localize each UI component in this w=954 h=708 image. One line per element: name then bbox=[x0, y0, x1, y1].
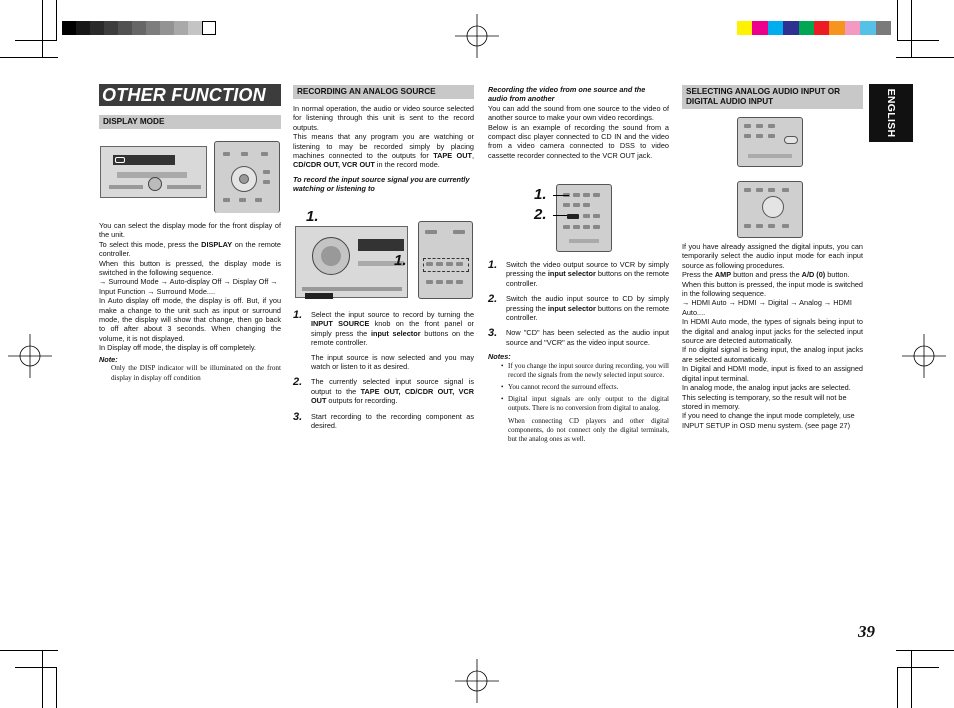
note-item-continued: When connecting CD players and other digital components, do not connect only the digital terminals, but the analog ones as well. bbox=[508, 416, 669, 443]
gray-swatch bbox=[90, 21, 104, 35]
process-swatch bbox=[876, 21, 891, 35]
page-title-text: OTHER FUNCTION bbox=[102, 85, 266, 105]
selecting-p1: If you have already assigned the digital inputs, you can temporarily select the audio input mode for each input source as following procedures. bbox=[682, 242, 863, 270]
video-audio-notes-label: Notes: bbox=[488, 352, 511, 362]
recording-callout-2: 1. bbox=[394, 252, 407, 269]
selecting-p6: If no digital signal is being input, the analog input jacks are selected automatically. bbox=[682, 345, 863, 364]
display-mode-p5: In Auto display off mode, the display is off. But, if you make a change to the unit such as input or surround mode, the display will show that change, then go back to off after about 3 seconds. When changing the volume, it is not displayed. bbox=[99, 296, 281, 343]
page-title bbox=[99, 84, 281, 106]
page-number: 39 bbox=[858, 622, 875, 641]
recording-intro bbox=[293, 104, 474, 194]
gray-swatch bbox=[76, 21, 90, 35]
selecting-p4: → HDMI Auto → HDMI → Digital → Analog → HDMI Auto.... bbox=[682, 298, 852, 317]
gray-swatch bbox=[146, 21, 160, 35]
crosshair-left bbox=[8, 334, 52, 378]
selecting-heading: SELECTING ANALOG AUDIO INPUT OR DIGITAL AUDIO INPUT bbox=[682, 85, 863, 109]
video-audio-step-2: 2. Switch the audio input source to CD by simply pressing the input selector buttons on the remote controller. bbox=[488, 293, 670, 323]
video-audio-p1: You can add the sound from one source to the video of another source to make your own video recordings. bbox=[488, 103, 669, 123]
gray-swatch bbox=[62, 21, 76, 35]
display-mode-p3: When this button is pressed, the display mode is switched in the following sequence. bbox=[99, 258, 281, 278]
selecting-p3: When this button is pressed, the input mode is switched in the following sequence. bbox=[682, 279, 863, 299]
display-mode-p2: To select this mode, press the DISPLAY on the remote controller. bbox=[99, 239, 281, 259]
recording-step-2: 2. The currently selected input source signal is output to the TAPE OUT, CD/CDR OUT, VCR OUT outputs for recording. bbox=[293, 376, 474, 406]
video-audio-p2: Below is an example of recording the sound from a compact disc player connected to CD IN and the video from a video camera connected to DSS to video cassette recorder connected to the VCR OUT jack. bbox=[488, 122, 669, 160]
gray-swatch bbox=[188, 21, 202, 35]
recording-heading: RECORDING AN ANALOG SOURCE bbox=[293, 85, 474, 99]
crosshair-top bbox=[455, 14, 499, 58]
display-mode-p4: → Surround Mode → Auto-display Off → Display Off → Input Function → Surround Mode.... bbox=[99, 277, 278, 296]
recording-p2: This means that any program you are watching or listening to may be recorded simply by placing machines connected to the outputs for TAPE OUT, CD/CDR OUT, VCR OUT in the record mode. bbox=[293, 132, 474, 170]
selecting-p7: In Digital and HDMI mode, input is fixed to an assigned digital input terminal. bbox=[682, 364, 863, 383]
recording-step-1: 1. Select the input source to record by turning the INPUT SOURCE knob on the front panel or simply press the input selector buttons on the remote controller. The input source is now selected and you may watch or listen to it as desired. bbox=[293, 309, 475, 372]
video-audio-step-3: 3. Now "CD" has been selected as the audio input source and "VCR" as the video input source. bbox=[488, 327, 669, 347]
process-swatch bbox=[799, 21, 814, 35]
video-audio-notes bbox=[488, 362, 669, 444]
gray-swatch bbox=[104, 21, 118, 35]
note-item: • You cannot record the surround effects. bbox=[500, 383, 669, 392]
selecting-p8: In analog mode, the analog input jacks are selected. bbox=[682, 383, 851, 393]
selecting-p2: Press the AMP button and press the A/D (0) button. bbox=[682, 270, 850, 280]
video-audio-subhead: Recording the video from one source and the audio from another bbox=[488, 85, 646, 104]
crosshair-right bbox=[902, 334, 946, 378]
process-swatch bbox=[737, 21, 752, 35]
process-swatch bbox=[860, 21, 875, 35]
crosshair-bottom bbox=[455, 659, 499, 703]
selecting-body bbox=[682, 242, 863, 430]
process-swatch bbox=[845, 21, 860, 35]
display-mode-p1: You can select the display mode for the front display of the unit. bbox=[99, 221, 281, 240]
note-item: • Digital input signals are only output to the digital outputs. There is no conversion from digital to analog. bbox=[500, 395, 669, 413]
display-mode-body bbox=[99, 221, 281, 383]
recording-step-3: 3. Start recording to the recording component as desired. bbox=[293, 410, 474, 431]
display-mode-p6: In Display off mode, the display is off completely. bbox=[99, 343, 256, 353]
process-swatch bbox=[783, 21, 798, 35]
recording-p1: In normal operation, the audio or video source selected for listening through this unit is sent to the record outputs. bbox=[293, 104, 474, 132]
video-audio-intro bbox=[488, 85, 669, 160]
recording-callout-1: 1. bbox=[306, 208, 319, 225]
amplifier-illustration bbox=[295, 226, 408, 298]
process-swatch bbox=[829, 21, 844, 35]
language-tab-label: ENGLISH bbox=[885, 88, 897, 138]
selecting-p9: This selecting is temporary, so the result will not be stored in memory. bbox=[682, 392, 847, 411]
remote-illustration-4 bbox=[737, 117, 803, 167]
gray-swatch bbox=[174, 21, 188, 35]
process-swatch bbox=[752, 21, 767, 35]
recording-subhead: To record the input source signal you are currently watching or listening to bbox=[293, 174, 470, 194]
video-audio-step-1: 1. Switch the video output source to VCR by simply pressing the input selector buttons on the remote controller. bbox=[488, 259, 670, 288]
gray-swatch bbox=[160, 21, 174, 35]
gray-swatch bbox=[132, 21, 146, 35]
front-panel-illustration bbox=[100, 146, 207, 198]
process-swatch bbox=[814, 21, 829, 35]
video-audio-callout-1: 1. bbox=[534, 186, 547, 203]
selecting-p10: If you need to change the input mode completely, use INPUT SETUP in OSD menu system. (see page 27) bbox=[682, 411, 855, 430]
note-item: • If you change the input source during recording, you will record the signals from the newly selected input source. bbox=[500, 362, 669, 380]
display-mode-note-label: Note: bbox=[99, 354, 118, 364]
recording-steps bbox=[293, 310, 474, 430]
remote-illustration-2 bbox=[418, 221, 473, 299]
language-tab bbox=[869, 84, 913, 142]
remote-illustration-1 bbox=[214, 141, 280, 213]
gray-swatch bbox=[118, 21, 132, 35]
display-mode-note-text: Only the DISP indicator will be illuminated on the front display in display off condition bbox=[111, 364, 281, 382]
remote-illustration-5 bbox=[737, 181, 803, 238]
video-audio-callout-2: 2. bbox=[534, 206, 547, 223]
selecting-p5: In HDMI Auto mode, the types of signals being input to the digital and analog input jacks for the selected input source are detected automatically. bbox=[682, 317, 863, 346]
video-audio-steps bbox=[488, 260, 669, 444]
process-swatch bbox=[768, 21, 783, 35]
display-mode-heading: DISPLAY MODE bbox=[99, 115, 281, 129]
gray-swatch bbox=[202, 21, 216, 35]
